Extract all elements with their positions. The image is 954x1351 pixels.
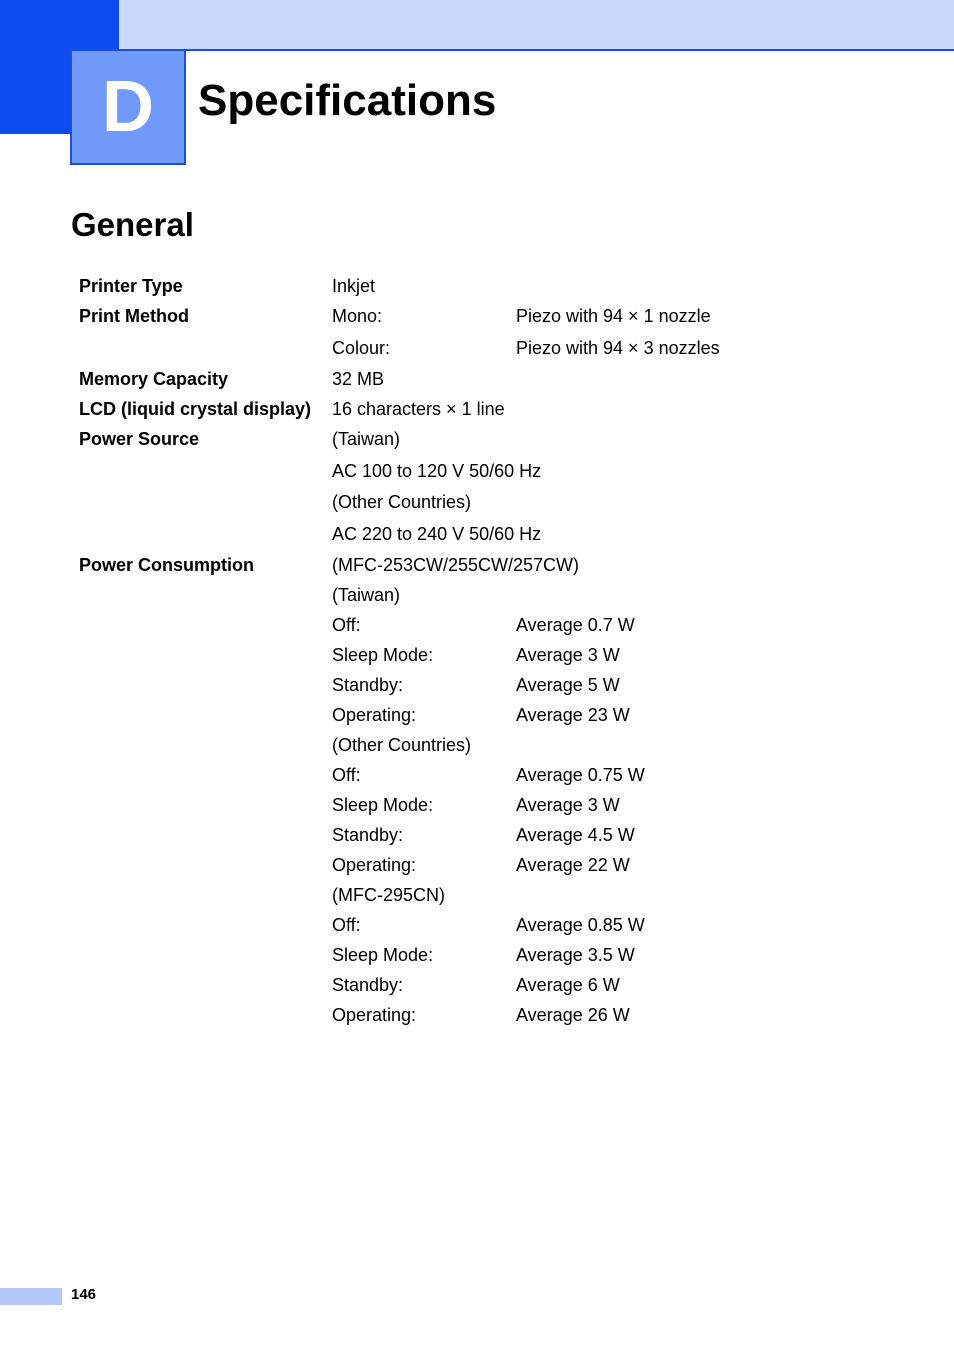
spec-subitem: Off: bbox=[332, 765, 361, 785]
spec-row bbox=[79, 519, 899, 551]
spec-subitem: Standby: bbox=[332, 675, 404, 695]
spec-subitem: AC 220 to 240 V 50/60 Hz bbox=[332, 523, 542, 544]
chapter-letter: D bbox=[102, 67, 154, 147]
spec-row bbox=[79, 456, 899, 488]
spec-row bbox=[79, 700, 899, 730]
spec-value: Average 3.5 W bbox=[516, 945, 635, 965]
spec-row bbox=[79, 970, 899, 1000]
spec-row bbox=[79, 487, 899, 519]
spec-row bbox=[79, 394, 899, 424]
spec-subitem: Off: bbox=[332, 915, 361, 935]
spec-subitem: Sleep Mode: bbox=[332, 645, 434, 665]
spec-subitem: Operating: bbox=[332, 1005, 417, 1025]
spec-row bbox=[79, 610, 899, 640]
page-number: 146 bbox=[71, 1286, 97, 1303]
spec-value: Average 22 W bbox=[516, 855, 630, 875]
spec-value: Average 0.7 W bbox=[516, 615, 635, 635]
spec-value: Average 4.5 W bbox=[516, 825, 635, 845]
spec-row bbox=[79, 760, 899, 790]
spec-row bbox=[79, 730, 899, 760]
spec-label: Memory Capacity bbox=[79, 369, 229, 389]
spec-subitem: Off: bbox=[332, 615, 361, 635]
spec-row bbox=[79, 940, 899, 970]
spec-row bbox=[79, 790, 899, 820]
footer-bar bbox=[0, 1288, 62, 1305]
spec-row bbox=[79, 301, 899, 333]
spec-value: Average 3 W bbox=[516, 795, 620, 815]
spec-subitem: 16 characters × 1 line bbox=[332, 399, 505, 419]
spec-value: Average 3 W bbox=[516, 645, 620, 665]
spec-value: Average 6 W bbox=[516, 975, 620, 995]
spec-subitem: 32 MB bbox=[332, 369, 385, 389]
spec-value: Piezo with 94 × 3 nozzles bbox=[516, 337, 720, 358]
spec-subitem: (Other Countries) bbox=[332, 492, 472, 512]
spec-label: Print Method bbox=[79, 306, 189, 326]
spec-subitem: Mono: bbox=[332, 306, 383, 326]
spec-row bbox=[79, 670, 899, 700]
spec-row bbox=[79, 850, 899, 880]
spec-label: Power Source bbox=[79, 429, 200, 449]
spec-subitem: Operating: bbox=[332, 705, 417, 725]
spec-row bbox=[79, 910, 899, 940]
chapter-title: Specifications bbox=[198, 76, 497, 125]
spec-label: Printer Type bbox=[79, 276, 183, 296]
spec-row bbox=[79, 640, 899, 670]
spec-value: Average 23 W bbox=[516, 705, 630, 725]
spec-subitem: Inkjet bbox=[332, 276, 376, 296]
spec-label: Power Consumption bbox=[79, 555, 254, 575]
spec-subitem: Colour: bbox=[332, 337, 391, 358]
spec-row bbox=[79, 271, 899, 301]
spec-value: Average 0.75 W bbox=[516, 765, 645, 785]
spec-subitem: (Taiwan) bbox=[332, 429, 401, 449]
section-title: General bbox=[71, 206, 194, 243]
spec-subitem: (Other Countries) bbox=[332, 735, 472, 755]
spec-row bbox=[79, 1000, 899, 1030]
spec-subitem: (Taiwan) bbox=[332, 585, 401, 605]
spec-value: Average 26 W bbox=[516, 1005, 630, 1025]
spec-subitem: AC 100 to 120 V 50/60 Hz bbox=[332, 460, 542, 481]
spec-subitem: Operating: bbox=[332, 855, 417, 875]
spec-row bbox=[79, 550, 899, 580]
spec-subitem: Sleep Mode: bbox=[332, 945, 434, 965]
spec-subitem: (MFC-295CN) bbox=[332, 885, 446, 905]
spec-row bbox=[79, 820, 899, 850]
spec-label: LCD (liquid crystal display) bbox=[79, 399, 312, 419]
spec-value: Average 5 W bbox=[516, 675, 620, 695]
spec-subitem: Standby: bbox=[332, 825, 404, 845]
chapter-letter-box bbox=[70, 49, 186, 165]
spec-row bbox=[79, 880, 899, 910]
spec-subitem: Standby: bbox=[332, 975, 404, 995]
spec-row bbox=[79, 364, 899, 394]
spec-row bbox=[79, 424, 899, 456]
spec-value: Piezo with 94 × 1 nozzle bbox=[516, 306, 711, 326]
spec-value: Average 0.85 W bbox=[516, 915, 645, 935]
spec-subitem: (MFC-253CW/255CW/257CW) bbox=[332, 555, 580, 575]
header-band bbox=[119, 0, 954, 51]
spec-subitem: Sleep Mode: bbox=[332, 795, 434, 815]
spec-row bbox=[79, 333, 899, 365]
spec-table bbox=[79, 271, 899, 1030]
spec-row bbox=[79, 580, 899, 610]
